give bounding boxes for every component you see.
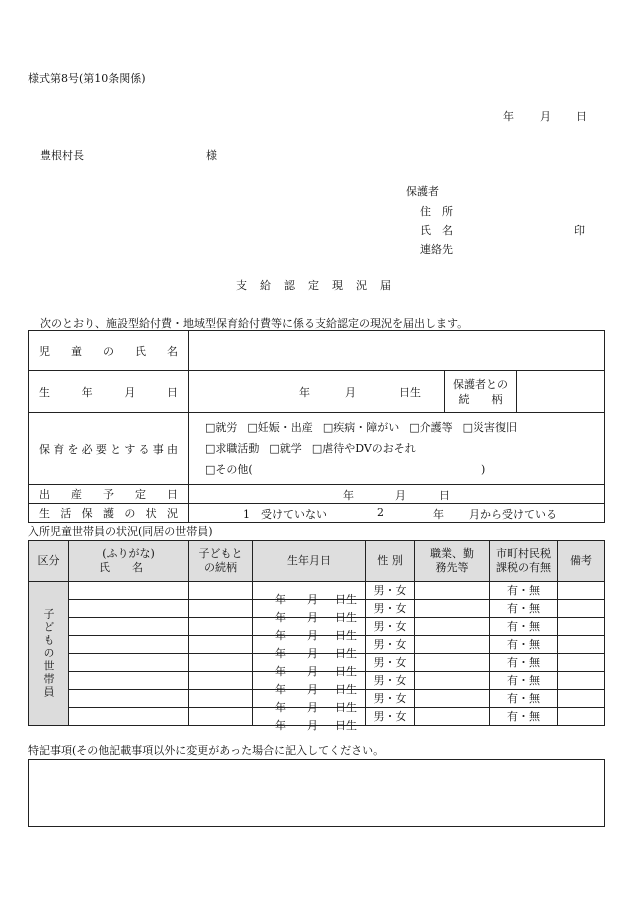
header-remarks: 備考 xyxy=(558,541,605,582)
reason-disaster-checkbox[interactable]: □災害復旧 xyxy=(462,421,518,434)
member-name-cell[interactable] xyxy=(69,600,189,618)
member-name-cell[interactable] xyxy=(69,582,189,600)
seal-mark: 印 xyxy=(574,224,585,237)
member-tax-cell[interactable]: 有・無 xyxy=(490,708,558,726)
table-row xyxy=(29,708,605,726)
member-birth-cell[interactable]: 年 月 日生 xyxy=(253,690,366,708)
member-sex-cell[interactable]: 男・女 xyxy=(366,636,415,654)
date-day: 日 xyxy=(576,110,587,123)
member-birth-cell[interactable]: 年 月 日生 xyxy=(253,600,366,618)
guardian-address-label: 住 所 xyxy=(420,205,453,218)
member-tax-cell[interactable]: 有・無 xyxy=(490,600,558,618)
reason-care-checkbox[interactable]: □介護等 xyxy=(409,421,453,434)
member-name-cell[interactable] xyxy=(69,690,189,708)
member-occupation-cell[interactable] xyxy=(415,690,490,708)
table-row xyxy=(29,582,605,600)
welfare-option-2[interactable]: 2 xyxy=(377,506,384,519)
member-sex-cell[interactable]: 男・女 xyxy=(366,672,415,690)
welfare-option-1[interactable]: 1 受けていない xyxy=(243,508,327,521)
table-row xyxy=(29,672,605,690)
table-row xyxy=(29,654,605,672)
document-title: 支 給 認 定 現 況 届 xyxy=(236,279,392,292)
member-relation-cell[interactable] xyxy=(189,690,253,708)
member-birth-cell[interactable]: 年 月 日生 xyxy=(253,618,366,636)
member-tax-cell[interactable]: 有・無 xyxy=(490,636,558,654)
member-relation-cell[interactable] xyxy=(189,600,253,618)
birth-label: 生 年 月 日 xyxy=(29,371,189,413)
header-tax-status: 市町村民税 課税の有無 xyxy=(490,541,558,582)
intro-text: 次のとおり、施設型給付費・地域型保育給付費等に係る支給認定の現況を届出します。 xyxy=(40,317,469,330)
member-remarks-cell[interactable] xyxy=(558,654,605,672)
member-sex-cell[interactable]: 男・女 xyxy=(366,600,415,618)
child-household-label: 子どもの世帯員 xyxy=(29,582,69,726)
member-sex-cell[interactable]: 男・女 xyxy=(366,708,415,726)
member-sex-cell[interactable]: 男・女 xyxy=(366,690,415,708)
member-sex-cell[interactable]: 男・女 xyxy=(366,582,415,600)
recipient-honorific: 様 xyxy=(206,149,217,162)
member-occupation-cell[interactable] xyxy=(415,672,490,690)
header-relation: 子どもと の続柄 xyxy=(189,541,253,582)
header-birthdate: 生年月日 xyxy=(253,541,366,582)
guardian-title: 保護者 xyxy=(406,185,439,198)
notes-field[interactable] xyxy=(28,759,605,827)
due-date-label: 出 産 予 定 日 xyxy=(29,485,189,504)
member-tax-cell[interactable]: 有・無 xyxy=(490,582,558,600)
child-info-table xyxy=(28,330,605,523)
notes-label: 特記事項(その他記載事項以外に変更があった場合に記入してください。 xyxy=(28,744,385,757)
form-id: 様式第8号(第10条関係) xyxy=(28,72,146,85)
reason-pregnancy-checkbox[interactable]: □妊娠・出産 xyxy=(247,421,313,434)
table-row xyxy=(29,600,605,618)
member-remarks-cell[interactable] xyxy=(558,636,605,654)
table-row xyxy=(29,636,605,654)
member-birth-cell[interactable]: 年 月 日生 xyxy=(253,708,366,726)
member-birth-cell[interactable]: 年 月 日生 xyxy=(253,672,366,690)
table-row xyxy=(29,618,605,636)
household-members-table xyxy=(28,540,605,732)
member-relation-cell[interactable] xyxy=(189,618,253,636)
member-tax-cell[interactable]: 有・無 xyxy=(490,672,558,690)
member-remarks-cell[interactable] xyxy=(558,582,605,600)
due-date-field[interactable]: 年 月 日 xyxy=(189,485,605,504)
member-birth-cell[interactable]: 年 月 日生 xyxy=(253,636,366,654)
member-remarks-cell[interactable] xyxy=(558,618,605,636)
members-section-title: 入所児童世帯員の状況(同居の世帯員) xyxy=(28,525,213,538)
child-name-label: 児 童 の 氏 名 xyxy=(29,331,189,371)
member-tax-cell[interactable]: 有・無 xyxy=(490,618,558,636)
care-reason-options xyxy=(189,413,605,485)
reason-other-close: ) xyxy=(481,463,486,476)
member-name-cell[interactable] xyxy=(69,672,189,690)
child-name-field[interactable] xyxy=(189,331,605,371)
care-reason-label: 保 育 を 必 要 と す る 事 由 xyxy=(29,413,189,485)
member-occupation-cell[interactable] xyxy=(415,708,490,726)
member-relation-cell[interactable] xyxy=(189,708,253,726)
member-name-cell[interactable] xyxy=(69,654,189,672)
header-name: (ふりがな) 氏 名 xyxy=(69,541,189,582)
welfare-status-label: 生 活 保 護 の 状 況 xyxy=(29,504,189,523)
member-relation-cell[interactable] xyxy=(189,672,253,690)
birth-field[interactable]: 年 月 日生 xyxy=(189,371,445,413)
member-sex-cell[interactable]: 男・女 xyxy=(366,654,415,672)
relation-field[interactable] xyxy=(517,371,605,413)
member-relation-cell[interactable] xyxy=(189,636,253,654)
member-name-cell[interactable] xyxy=(69,708,189,726)
header-section: 区分 xyxy=(29,541,69,582)
reason-other-checkbox[interactable]: □その他( xyxy=(205,463,253,476)
date-month: 月 xyxy=(540,110,551,123)
member-tax-cell[interactable]: 有・無 xyxy=(490,654,558,672)
guardian-name-label: 氏 名 xyxy=(420,224,453,237)
member-remarks-cell[interactable] xyxy=(558,690,605,708)
reason-jobhunt-checkbox[interactable]: □求職活動 xyxy=(205,442,260,455)
member-birth-cell[interactable]: 年 月 日生 xyxy=(253,582,366,600)
member-occupation-cell[interactable] xyxy=(415,636,490,654)
member-relation-cell[interactable] xyxy=(189,654,253,672)
member-remarks-cell[interactable] xyxy=(558,672,605,690)
member-tax-cell[interactable]: 有・無 xyxy=(490,690,558,708)
reason-illness-checkbox[interactable]: □疾病・障がい xyxy=(322,421,400,434)
table-row xyxy=(29,690,605,708)
member-occupation-cell[interactable] xyxy=(415,618,490,636)
reason-study-checkbox[interactable]: □就学 xyxy=(269,442,302,455)
member-relation-cell[interactable] xyxy=(189,582,253,600)
member-remarks-cell[interactable] xyxy=(558,600,605,618)
date-year: 年 xyxy=(503,110,514,123)
member-occupation-cell[interactable] xyxy=(415,654,490,672)
reason-abuse-checkbox[interactable]: □虐待やDVのおそれ xyxy=(311,442,416,455)
member-remarks-cell[interactable] xyxy=(558,708,605,726)
relation-label: 保護者との 続 柄 xyxy=(445,371,517,413)
member-sex-cell[interactable]: 男・女 xyxy=(366,618,415,636)
reason-work-checkbox[interactable]: □就労 xyxy=(205,421,238,434)
guardian-contact-label: 連絡先 xyxy=(420,243,453,256)
recipient-name: 豊根村長 xyxy=(40,149,84,162)
header-occupation: 職業、勤 務先等 xyxy=(415,541,490,582)
member-birth-cell[interactable]: 年 月 日生 xyxy=(253,654,366,672)
member-occupation-cell[interactable] xyxy=(415,600,490,618)
header-sex: 性 別 xyxy=(366,541,415,582)
welfare-status-field: 1 受けていない 2 年 月から受けている xyxy=(189,504,605,523)
member-name-cell[interactable] xyxy=(69,636,189,654)
member-occupation-cell[interactable] xyxy=(415,582,490,600)
member-name-cell[interactable] xyxy=(69,618,189,636)
